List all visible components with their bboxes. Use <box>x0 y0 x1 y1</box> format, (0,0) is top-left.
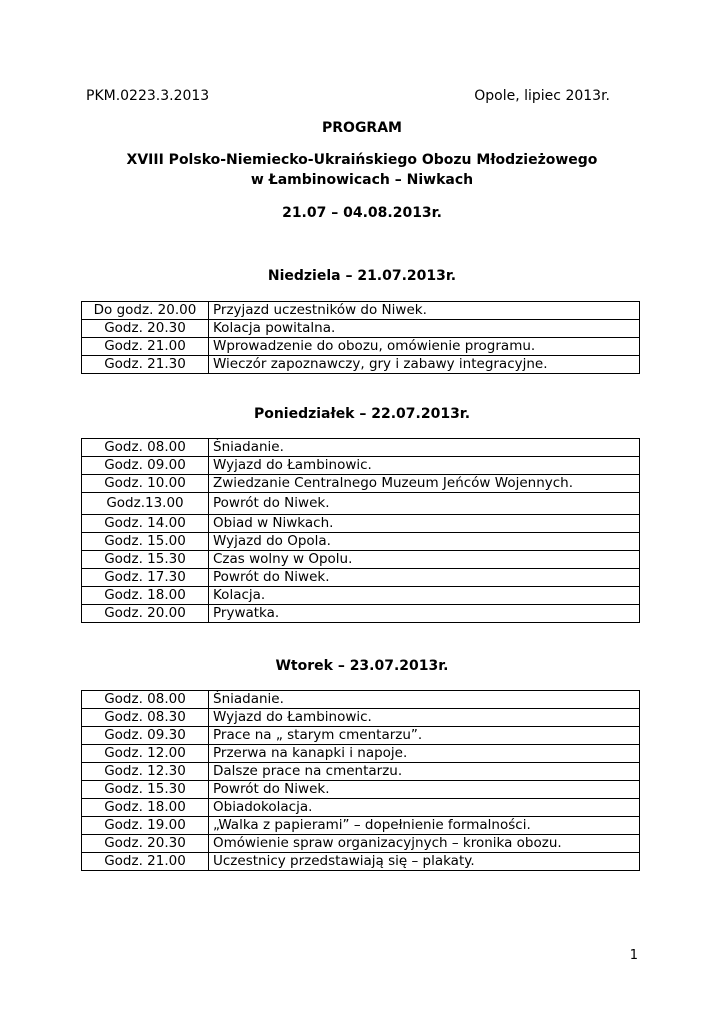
time-cell: Godz. 14.00 <box>82 515 209 533</box>
activity-cell: Wieczór zapoznawczy, gry i zabawy integracyjne. <box>209 356 640 374</box>
time-cell: Godz. 09.30 <box>82 727 209 745</box>
activity-cell: Śniadanie. <box>209 439 640 457</box>
time-cell: Godz. 19.00 <box>82 817 209 835</box>
time-cell: Do godz. 20.00 <box>82 302 209 320</box>
table-row <box>82 338 640 356</box>
table-row <box>82 356 640 374</box>
table-row <box>82 727 640 745</box>
day-heading-sunday: Niedziela – 21.07.2013r. <box>267 268 457 284</box>
schedule-table-sunday <box>81 301 640 374</box>
schedule-table-tuesday <box>81 690 640 871</box>
time-cell: Godz. 21.00 <box>82 853 209 871</box>
activity-cell: Powrót do Niwek. <box>209 569 640 587</box>
table-row <box>82 691 640 709</box>
subtitle-line-1: XVIII Polsko-Niemiecko-Ukraińskiego Obozu Młodzieżowego <box>126 152 598 168</box>
table-row <box>82 533 640 551</box>
reference-number: PKM.0223.3.2013 <box>86 88 210 104</box>
time-cell: Godz. 21.30 <box>82 356 209 374</box>
page-number: 1 <box>629 948 638 963</box>
day-heading-monday: Poniedziałek – 22.07.2013r. <box>253 406 471 422</box>
table-row <box>82 763 640 781</box>
time-cell: Godz.13.00 <box>82 493 209 515</box>
camp-dates: 21.07 – 04.08.2013r. <box>282 205 442 221</box>
time-cell: Godz. 12.00 <box>82 745 209 763</box>
time-cell: Godz. 09.00 <box>82 457 209 475</box>
table-row <box>82 605 640 623</box>
table-row <box>82 781 640 799</box>
table-row <box>82 569 640 587</box>
subtitle-line-2: w Łambinowicach – Niwkach <box>250 172 474 188</box>
time-cell: Godz. 08.30 <box>82 709 209 727</box>
activity-cell: Omówienie spraw organizacyjnych – kronika obozu. <box>209 835 640 853</box>
time-cell: Godz. 12.30 <box>82 763 209 781</box>
table-row <box>82 835 640 853</box>
time-cell: Godz. 10.00 <box>82 475 209 493</box>
activity-cell: Prace na „ starym cmentarzu”. <box>209 727 640 745</box>
activity-cell: Przerwa na kanapki i napoje. <box>209 745 640 763</box>
table-row <box>82 587 640 605</box>
table-row <box>82 515 640 533</box>
activity-cell: Wyjazd do Opola. <box>209 533 640 551</box>
table-row <box>82 439 640 457</box>
table-row <box>82 302 640 320</box>
activity-cell: Obiad w Niwkach. <box>209 515 640 533</box>
activity-cell: Wyjazd do Łambinowic. <box>209 709 640 727</box>
place-date: Opole, lipiec 2013r. <box>474 88 610 104</box>
activity-cell: Zwiedzanie Centralnego Muzeum Jeńców Wojennych. <box>209 475 640 493</box>
table-row <box>82 457 640 475</box>
time-cell: Godz. 15.30 <box>82 781 209 799</box>
activity-cell: Wyjazd do Łambinowic. <box>209 457 640 475</box>
schedule-table-monday <box>81 438 640 623</box>
activity-cell: Powrót do Niwek. <box>209 493 640 515</box>
time-cell: Godz. 20.30 <box>82 835 209 853</box>
time-cell: Godz. 18.00 <box>82 587 209 605</box>
table-row <box>82 475 640 493</box>
table-row <box>82 709 640 727</box>
activity-cell: „Walka z papierami” – dopełnienie formalności. <box>209 817 640 835</box>
activity-cell: Czas wolny w Opolu. <box>209 551 640 569</box>
activity-cell: Uczestnicy przedstawiają się – plakaty. <box>209 853 640 871</box>
table-row <box>82 799 640 817</box>
activity-cell: Kolacja powitalna. <box>209 320 640 338</box>
time-cell: Godz. 20.30 <box>82 320 209 338</box>
time-cell: Godz. 15.30 <box>82 551 209 569</box>
table-row <box>82 320 640 338</box>
table-row <box>82 551 640 569</box>
activity-cell: Dalsze prace na cmentarzu. <box>209 763 640 781</box>
time-cell: Godz. 17.30 <box>82 569 209 587</box>
activity-cell: Przyjazd uczestników do Niwek. <box>209 302 640 320</box>
activity-cell: Powrót do Niwek. <box>209 781 640 799</box>
activity-cell: Prywatka. <box>209 605 640 623</box>
day-heading-tuesday: Wtorek – 23.07.2013r. <box>275 658 449 674</box>
table-row <box>82 817 640 835</box>
time-cell: Godz. 08.00 <box>82 691 209 709</box>
table-row <box>82 493 640 515</box>
time-cell: Godz. 21.00 <box>82 338 209 356</box>
time-cell: Godz. 20.00 <box>82 605 209 623</box>
activity-cell: Wprowadzenie do obozu, omówienie programu. <box>209 338 640 356</box>
document-title: PROGRAM <box>322 120 402 136</box>
time-cell: Godz. 18.00 <box>82 799 209 817</box>
table-row <box>82 745 640 763</box>
document-header <box>86 88 610 104</box>
activity-cell: Śniadanie. <box>209 691 640 709</box>
time-cell: Godz. 15.00 <box>82 533 209 551</box>
table-row <box>82 853 640 871</box>
time-cell: Godz. 08.00 <box>82 439 209 457</box>
activity-cell: Kolacja. <box>209 587 640 605</box>
activity-cell: Obiadokolacja. <box>209 799 640 817</box>
